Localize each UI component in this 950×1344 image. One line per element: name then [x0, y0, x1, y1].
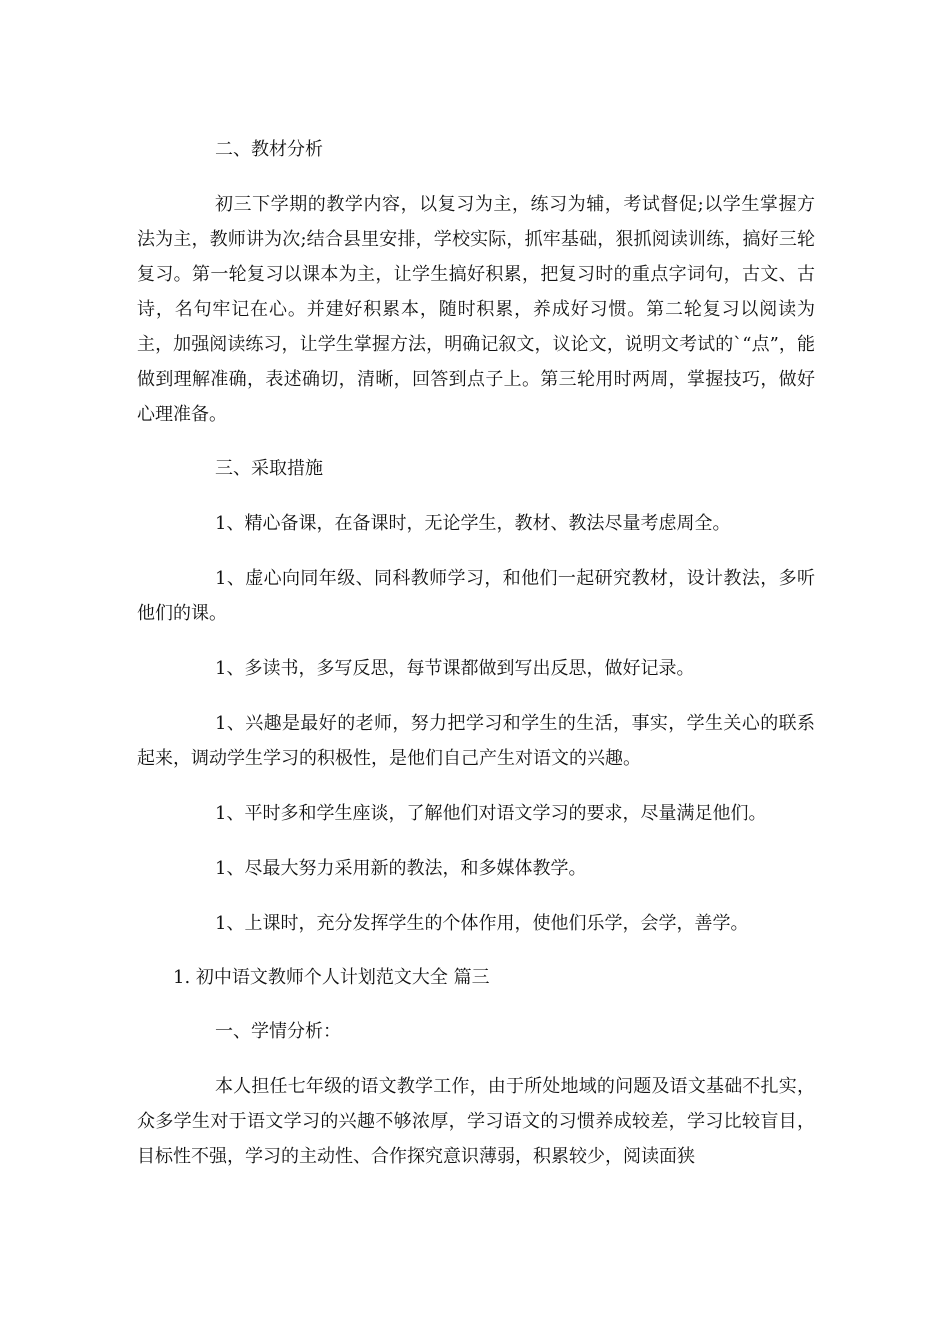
measure-item: 1、兴趣是最好的老师，努力把学习和学生的生活，事实，学生关心的联系起来，调动学生学习的积极性，是他们自己产生对语文的兴趣。: [137, 713, 815, 769]
measure-item: 1、平时多和学生座谈，了解他们对语文学习的要求，尽量满足他们。: [215, 803, 767, 824]
section-heading-students: 一、学情分析：: [215, 1021, 341, 1042]
measure-item: 1、多读书，多写反思，每节课都做到写出反思，做好记录。: [215, 658, 695, 679]
paragraph-materials: 初三下学期的教学内容，以复习为主，练习为辅，考试督促;以学生掌握方法为主，教师讲为次;结合县里安排，学校实际，抓牢基础，狠抓阅读训练，搞好三轮复习。第一轮复习以课本为主，让学生搞好积累，把复习时的重点字词句，古文、古诗，名句牢记在心。并建好积累本，随时积累，养成好习惯。第二轮复习以阅读为主，加强阅读练习，让学生掌握方法，明确记叙文，议论文，说明文考试的`“点”，能做到理解准确，表述确切，清晰，回答到点子上。第三轮用时两周，掌握技巧，做好心理准备。: [137, 194, 815, 425]
measure-item: 1、上课时，充分发挥学生的个体作用，使他们乐学，会学，善学。: [215, 913, 749, 934]
measure-item: 1、虚心向同年级、同科教师学习，和他们一起研究教材，设计教法，多听他们的课。: [137, 568, 815, 624]
measure-item: 1、尽最大努力采用新的教法，和多媒体教学。: [215, 858, 587, 879]
paragraph-students: 本人担任七年级的语文教学工作，由于所处地域的问题及语文基础不扎实，众多学生对于语文学习的兴趣不够浓厚，学习语文的习惯养成较差，学习比较盲目，目标性不强，学习的主动性、合作探究意识薄弱，积累较少，阅读面狭: [137, 1076, 815, 1167]
section-heading-measures: 三、采取措施: [215, 458, 323, 479]
measure-item: 1、精心备课，在备课时，无论学生，教材、教法尽量考虑周全。: [215, 513, 731, 534]
article-title: 1. 初中语文教师个人计划范文大全 篇三: [173, 967, 490, 988]
section-heading-materials: 二、教材分析: [215, 139, 323, 160]
document-body: [137, 133, 815, 1194]
